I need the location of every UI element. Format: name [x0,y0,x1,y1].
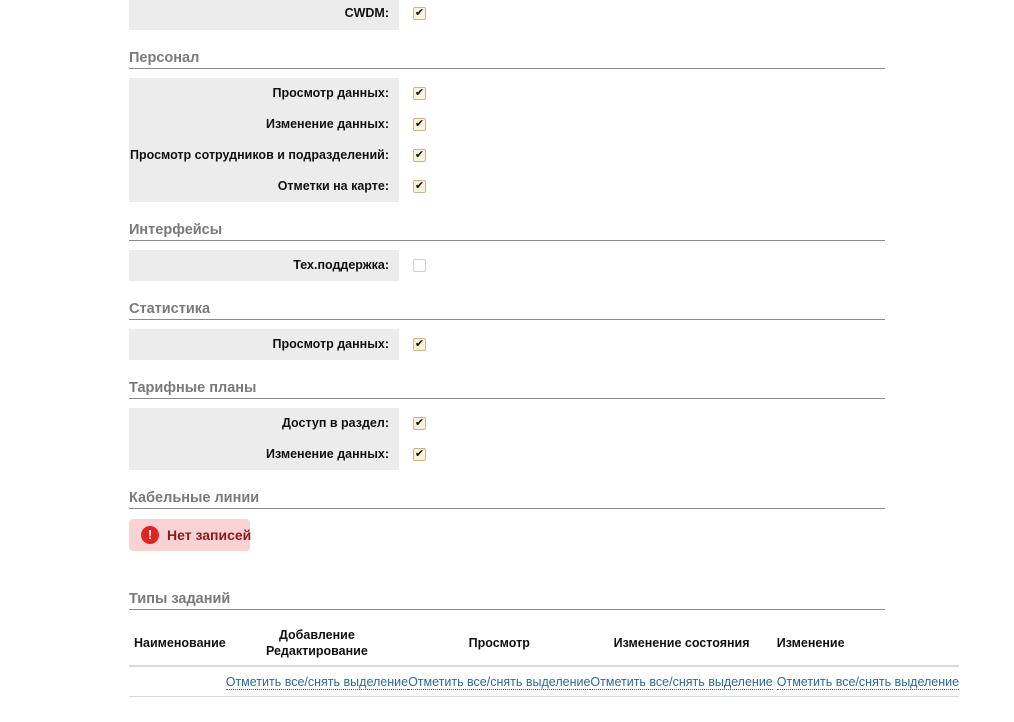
exclamation-circle-icon: ! [141,526,159,544]
permission-label: CWDM: [344,6,389,20]
permission-checkbox[interactable] [413,259,426,272]
permission-box [129,329,425,360]
permission-label: Изменение данных: [265,447,389,461]
section-title: Тарифные планы [129,379,885,399]
permission-checkbox[interactable]: ✔ [414,149,425,161]
permission-label: Изменение данных: [265,117,389,131]
toggle-all-link[interactable]: Отметить все/снять выделение [225,674,409,689]
section-title: Персонал [129,49,885,69]
section-title: Типы заданий [129,590,885,610]
column-header-label: Добавление Редактирование [265,628,368,658]
toggle-all-link[interactable]: Отметить все/снять выделение [408,674,591,689]
section-title: Интерфейсы [129,221,885,241]
permission-checkbox[interactable]: ✔ [414,118,425,130]
permission-label: Отметки на карте: [277,179,389,193]
permission-checkbox[interactable]: ✔ [414,87,425,99]
permission-box [129,250,399,281]
permission-row [129,329,1014,360]
permission-row [129,78,1014,109]
table-header-row [129,621,959,666]
table-cell [773,666,959,697]
permission-row [129,439,1014,470]
permission-checkbox[interactable]: ✔ [414,338,425,350]
table-cell [226,666,408,697]
task-types-table [129,621,959,697]
permission-row [129,140,1014,171]
permission-row [129,171,1014,202]
table-cell [129,666,226,697]
section-title: Кабельные линии [129,489,885,509]
table-row [129,666,959,697]
permission-row [129,408,1014,439]
permission-label: Просмотр данных: [272,86,389,100]
permission-checkbox[interactable]: ✔ [414,417,425,429]
column-header-name: Наименование [129,621,226,666]
column-header-view: Просмотр [408,621,590,666]
permission-row [129,250,1014,281]
permission-checkbox[interactable]: ✔ [414,448,425,460]
permission-box [129,408,425,470]
permission-checkbox[interactable]: ✔ [414,180,425,192]
permission-label: Доступ в раздел: [282,416,389,430]
permission-row-cwdm [129,0,1014,29]
alert-text: Нет записей [167,527,252,543]
no-records-alert [129,519,250,551]
permission-label: Просмотр сотрудников и подразделений: [129,148,389,162]
permission-row [129,109,1014,140]
toggle-all-link[interactable]: Отметить все/снять выделение [776,674,960,689]
table-cell [408,666,590,697]
column-header-state-change: Изменение состояния [590,621,772,666]
permission-box [129,78,425,202]
toggle-all-link[interactable]: Отметить все/снять выделение [590,674,773,689]
column-header-add-edit [226,621,408,666]
column-header-change: Изменение [773,621,959,666]
table-cell [590,666,772,697]
section-title: Статистика [129,300,885,320]
permission-label: Просмотр данных: [272,337,389,351]
permission-checkbox[interactable]: ✔ [414,7,425,19]
permission-label: Тех.поддержка: [293,258,389,272]
cwdm-permission-box [129,0,425,30]
